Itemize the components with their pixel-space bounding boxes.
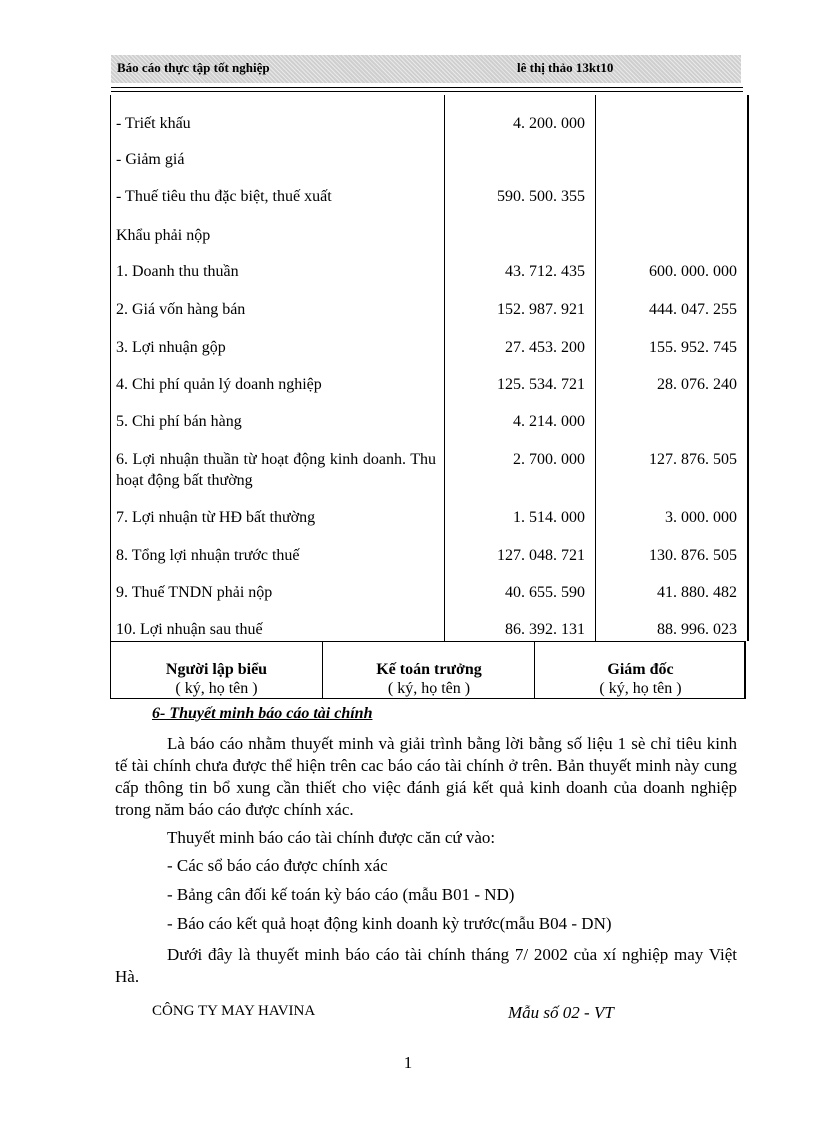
row-label: 7. Lợi nhuận từ HĐ bất thường [116,509,316,526]
row-value-2: 155. 952. 745 [649,339,737,356]
row-value-1: 43. 712. 435 [505,263,585,280]
row-value-1: 125. 534. 721 [497,376,585,393]
signature-title: Giám đốc [607,661,674,678]
page-header [111,55,741,83]
signature-subtitle: ( ký, họ tên ) [175,680,258,697]
row-label: 9. Thuế TNDN phải nộp [116,584,273,601]
company-name: CÔNG TY MAY HAVINA [152,1003,316,1019]
signature-table [110,641,746,699]
financial-table [110,95,749,641]
row-value-1: 40. 655. 590 [505,584,585,601]
row-value-1: 4. 200. 000 [513,115,585,132]
row-value-2: 3. 000. 000 [665,509,737,526]
header-rule [111,87,743,88]
row-value-2: 41. 880. 482 [657,584,737,601]
paragraph: Dưới đây là thuyết minh báo cáo tài chính tháng 7/ 2002 của xí nghiệp may Việt Hà. [115,945,737,986]
row-value-2: 88. 996. 023 [657,621,737,638]
list-item: - Các sổ báo cáo được chính xác [167,856,388,875]
column-divider [595,95,596,641]
row-label: 6. Lợi nhuận thuần từ hoạt động kinh doanh. Thu hoạt động bất thường [116,451,436,489]
row-label: 10. Lợi nhuận sau thuế [116,621,263,638]
row-value-1: 4. 214. 000 [513,413,585,430]
header-title: Báo cáo thực tập tốt nghiệp [117,60,270,75]
signature-subtitle: ( ký, họ tên ) [599,680,682,697]
signature-cell [111,642,322,698]
row-label: 3. Lợi nhuận gộp [116,339,226,356]
paragraph: Thuyết minh báo cáo tài chính được căn cứ vào: [167,828,496,847]
row-label: 1. Doanh thu thuần [116,263,239,280]
row-value-2: 28. 076. 240 [657,376,737,393]
row-value-1: 1. 514. 000 [513,509,585,526]
signature-subtitle: ( ký, họ tên ) [387,680,471,697]
row-value-2: 127. 876. 505 [649,451,737,468]
section-title: 6- Thuyết minh báo cáo tài chính [152,705,373,722]
header-rule [111,91,743,92]
signature-cell [534,642,746,698]
row-label: 8. Tổng lợi nhuận trước thuế [116,547,300,564]
list-item: - Bảng cân đối kế toán kỳ báo cáo (mẫu B01 - ND) [167,885,515,904]
header-author: lê thị thảo 13kt10 [517,60,614,75]
signature-title: Kế toán trưởng [376,661,482,678]
row-value-2: 600. 000. 000 [649,263,737,280]
signature-cell [322,642,535,698]
row-value-1: 152. 987. 921 [497,301,585,318]
column-divider [444,95,445,641]
row-value-2: 444. 047. 255 [649,301,737,318]
row-value-1: 27. 453. 200 [505,339,585,356]
row-value-1: 590. 500. 355 [497,188,585,205]
row-value-1: 127. 048. 721 [497,547,585,564]
form-number: Mẫu số 02 - VT [508,1003,614,1022]
page-number: 1 [403,1053,413,1072]
signature-title: Người lập biểu [165,661,268,678]
row-label: 4. Chi phí quản lý doanh nghiệp [116,376,322,393]
row-label: - Giảm giá [116,151,185,168]
row-label: - Triết khấu [116,115,191,132]
row-label: 5. Chi phí bán hàng [116,413,242,430]
row-label: Khẩu phải nộp [116,227,211,244]
row-value-1: 2. 700. 000 [513,451,585,468]
row-label: 2. Giá vốn hàng bán [116,301,246,318]
paragraph: Là báo cáo nhằm thuyết minh và giải trình bằng lời bằng số liệu 1 sè chỉ tiêu kinh tế tài chính chưa được thể hiện trên cac báo cáo tài chính ở trên. Bản thuyết minh này cung cấp thông tin bổ xung cần thiết cho việc đánh giá kết quả kinh doanh của doanh nghiệp trong năm báo cáo được chính xác. [115,734,737,819]
row-value-2: 130. 876. 505 [649,547,737,564]
row-label: - Thuế tiêu thu đặc biệt, thuế xuất [116,188,332,205]
row-value-1: 86. 392. 131 [505,621,585,638]
list-item: - Báo cáo kết quả hoạt động kinh doanh kỳ trước(mẫu B04 - DN) [167,914,612,933]
